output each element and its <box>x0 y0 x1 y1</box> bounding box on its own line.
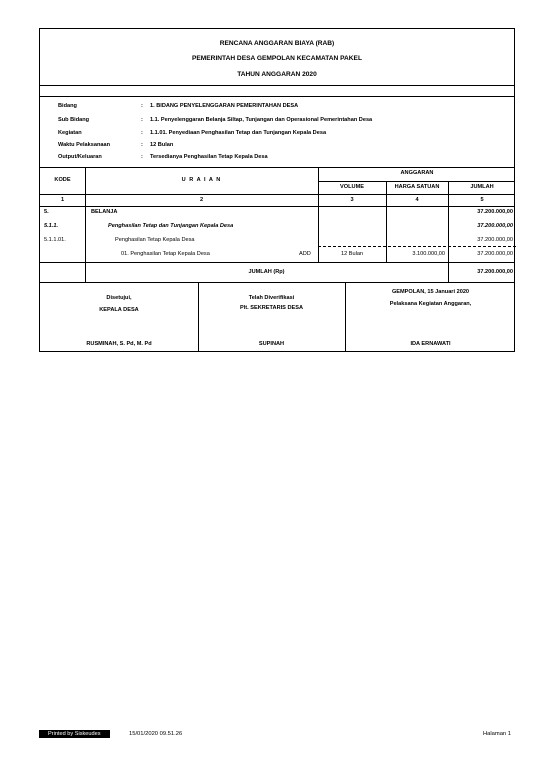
info-label-sub-bidang: Sub Bidang <box>58 117 90 123</box>
row-jumlah: 37.200.000,00 <box>477 209 513 215</box>
anggaran-divider <box>318 181 514 182</box>
rab-document <box>39 28 515 352</box>
col-number: 3 <box>350 197 354 203</box>
info-value-waktu: 12 Bulan <box>150 142 174 148</box>
info-sep: : <box>141 117 143 123</box>
row-kode: 5. <box>44 209 49 215</box>
total-label: JUMLAH (Rp) <box>248 269 285 275</box>
info-value-bidang: 1. BIDANG PENYELENGGARAN PEMERINTAHAN DESA <box>150 103 299 109</box>
header-kode: KODE <box>54 177 71 183</box>
row-uraian: BELANJA <box>91 209 118 215</box>
title-line-2: PEMERINTAH DESA GEMPOLAN KECAMATAN PAKEL <box>192 55 362 62</box>
printed-by-label: Printed by Siskeudes <box>39 730 110 738</box>
info-sep: : <box>141 103 143 109</box>
divider <box>40 96 514 97</box>
info-label-output: Output/Keluaran <box>58 154 102 160</box>
header-anggaran: ANGGARAN <box>400 170 434 176</box>
row-kode: 5.1.1. <box>44 223 58 229</box>
col-divider <box>318 167 319 262</box>
row-volume: 12 Bulan <box>340 251 364 257</box>
signature-middle-line2: Plt. SEKRETARIS DESA <box>240 305 303 311</box>
signature-left-line1: Disetujui, <box>106 295 132 301</box>
col-number: 2 <box>199 197 204 203</box>
print-timestamp: 15/01/2020 09.51.26 <box>129 731 183 737</box>
row-harga-satuan: 3.100.000,00 <box>412 251 445 257</box>
divider <box>40 85 514 86</box>
page-number: Halaman 1 <box>482 731 511 737</box>
title-line-3: TAHUN ANGGARAN 2020 <box>237 71 317 78</box>
signature-right-name: IDA ERNAWATI <box>410 341 451 347</box>
col-divider <box>85 167 86 282</box>
signature-left-name: RUSMINAH, S. Pd, M. Pd <box>86 341 152 347</box>
dashed-separator <box>318 246 516 247</box>
row-uraian: Penghasilan Tetap Kepala Desa <box>115 237 195 243</box>
info-sep: : <box>141 142 143 148</box>
info-value-output: Tersedianya Penghasilan Tetap Kepala Desa <box>150 154 268 160</box>
row-uraian: Penghasilan Tetap dan Tunjangan Kepala Desa <box>108 223 234 229</box>
page-footer <box>39 730 515 739</box>
table-bottom-border <box>40 282 514 283</box>
signature-middle-line1: Telah Diverifikasi <box>248 295 295 301</box>
signature-right-line2: Pelaksana Kegiatan Anggaran, <box>389 301 472 307</box>
info-sep: : <box>141 130 143 136</box>
row-jumlah: 37.200.000,00 <box>477 223 513 229</box>
info-label-kegiatan: Kegiatan <box>58 130 82 136</box>
header-jumlah: JUMLAH <box>470 184 494 190</box>
header-volume: VOLUME <box>340 184 364 190</box>
col-number: 5 <box>480 197 484 203</box>
col-number: 1 <box>60 197 65 203</box>
table-header-border <box>40 194 514 195</box>
row-jumlah: 37.200.000,00 <box>477 237 513 243</box>
row-uraian: 01. Penghasilan Tetap Kepala Desa <box>121 251 210 257</box>
table-numbers-border <box>40 206 514 207</box>
info-value-kegiatan: 1.1.01. Penyediaan Penghasilan Tetap dan Tunjangan Kepala Desa <box>150 130 327 136</box>
info-value-sub-bidang: 1.1. Penyelenggaran Belanja Siltap, Tunjangan dan Operasional Pemerintahan Desa <box>150 117 373 123</box>
row-jumlah: 37.200.000,00 <box>477 251 513 257</box>
row-sumber-dana: ADD <box>299 251 311 257</box>
signature-middle-name: SUPINAH <box>258 341 285 347</box>
header-harga-satuan: HARGA SATUAN <box>394 184 440 190</box>
title-line-1: RENCANA ANGGARAN BIAYA (RAB) <box>219 40 335 47</box>
total-value: 37.200.000,00 <box>477 269 513 275</box>
info-sep: : <box>141 154 143 160</box>
col-divider <box>386 181 387 262</box>
table-top-border <box>40 167 514 168</box>
info-label-bidang: Bidang <box>58 103 77 109</box>
signature-right-line1: GEMPOLAN, 15 Januari 2020 <box>391 289 470 295</box>
table-body-border <box>40 262 514 263</box>
col-number: 4 <box>415 197 419 203</box>
header-uraian: U R A I A N <box>181 177 222 183</box>
row-kode: 5.1.1.01. <box>44 237 66 243</box>
signature-left-line2: KEPALA DESA <box>99 307 139 313</box>
info-label-waktu: Waktu Pelaksanaan <box>58 142 111 148</box>
